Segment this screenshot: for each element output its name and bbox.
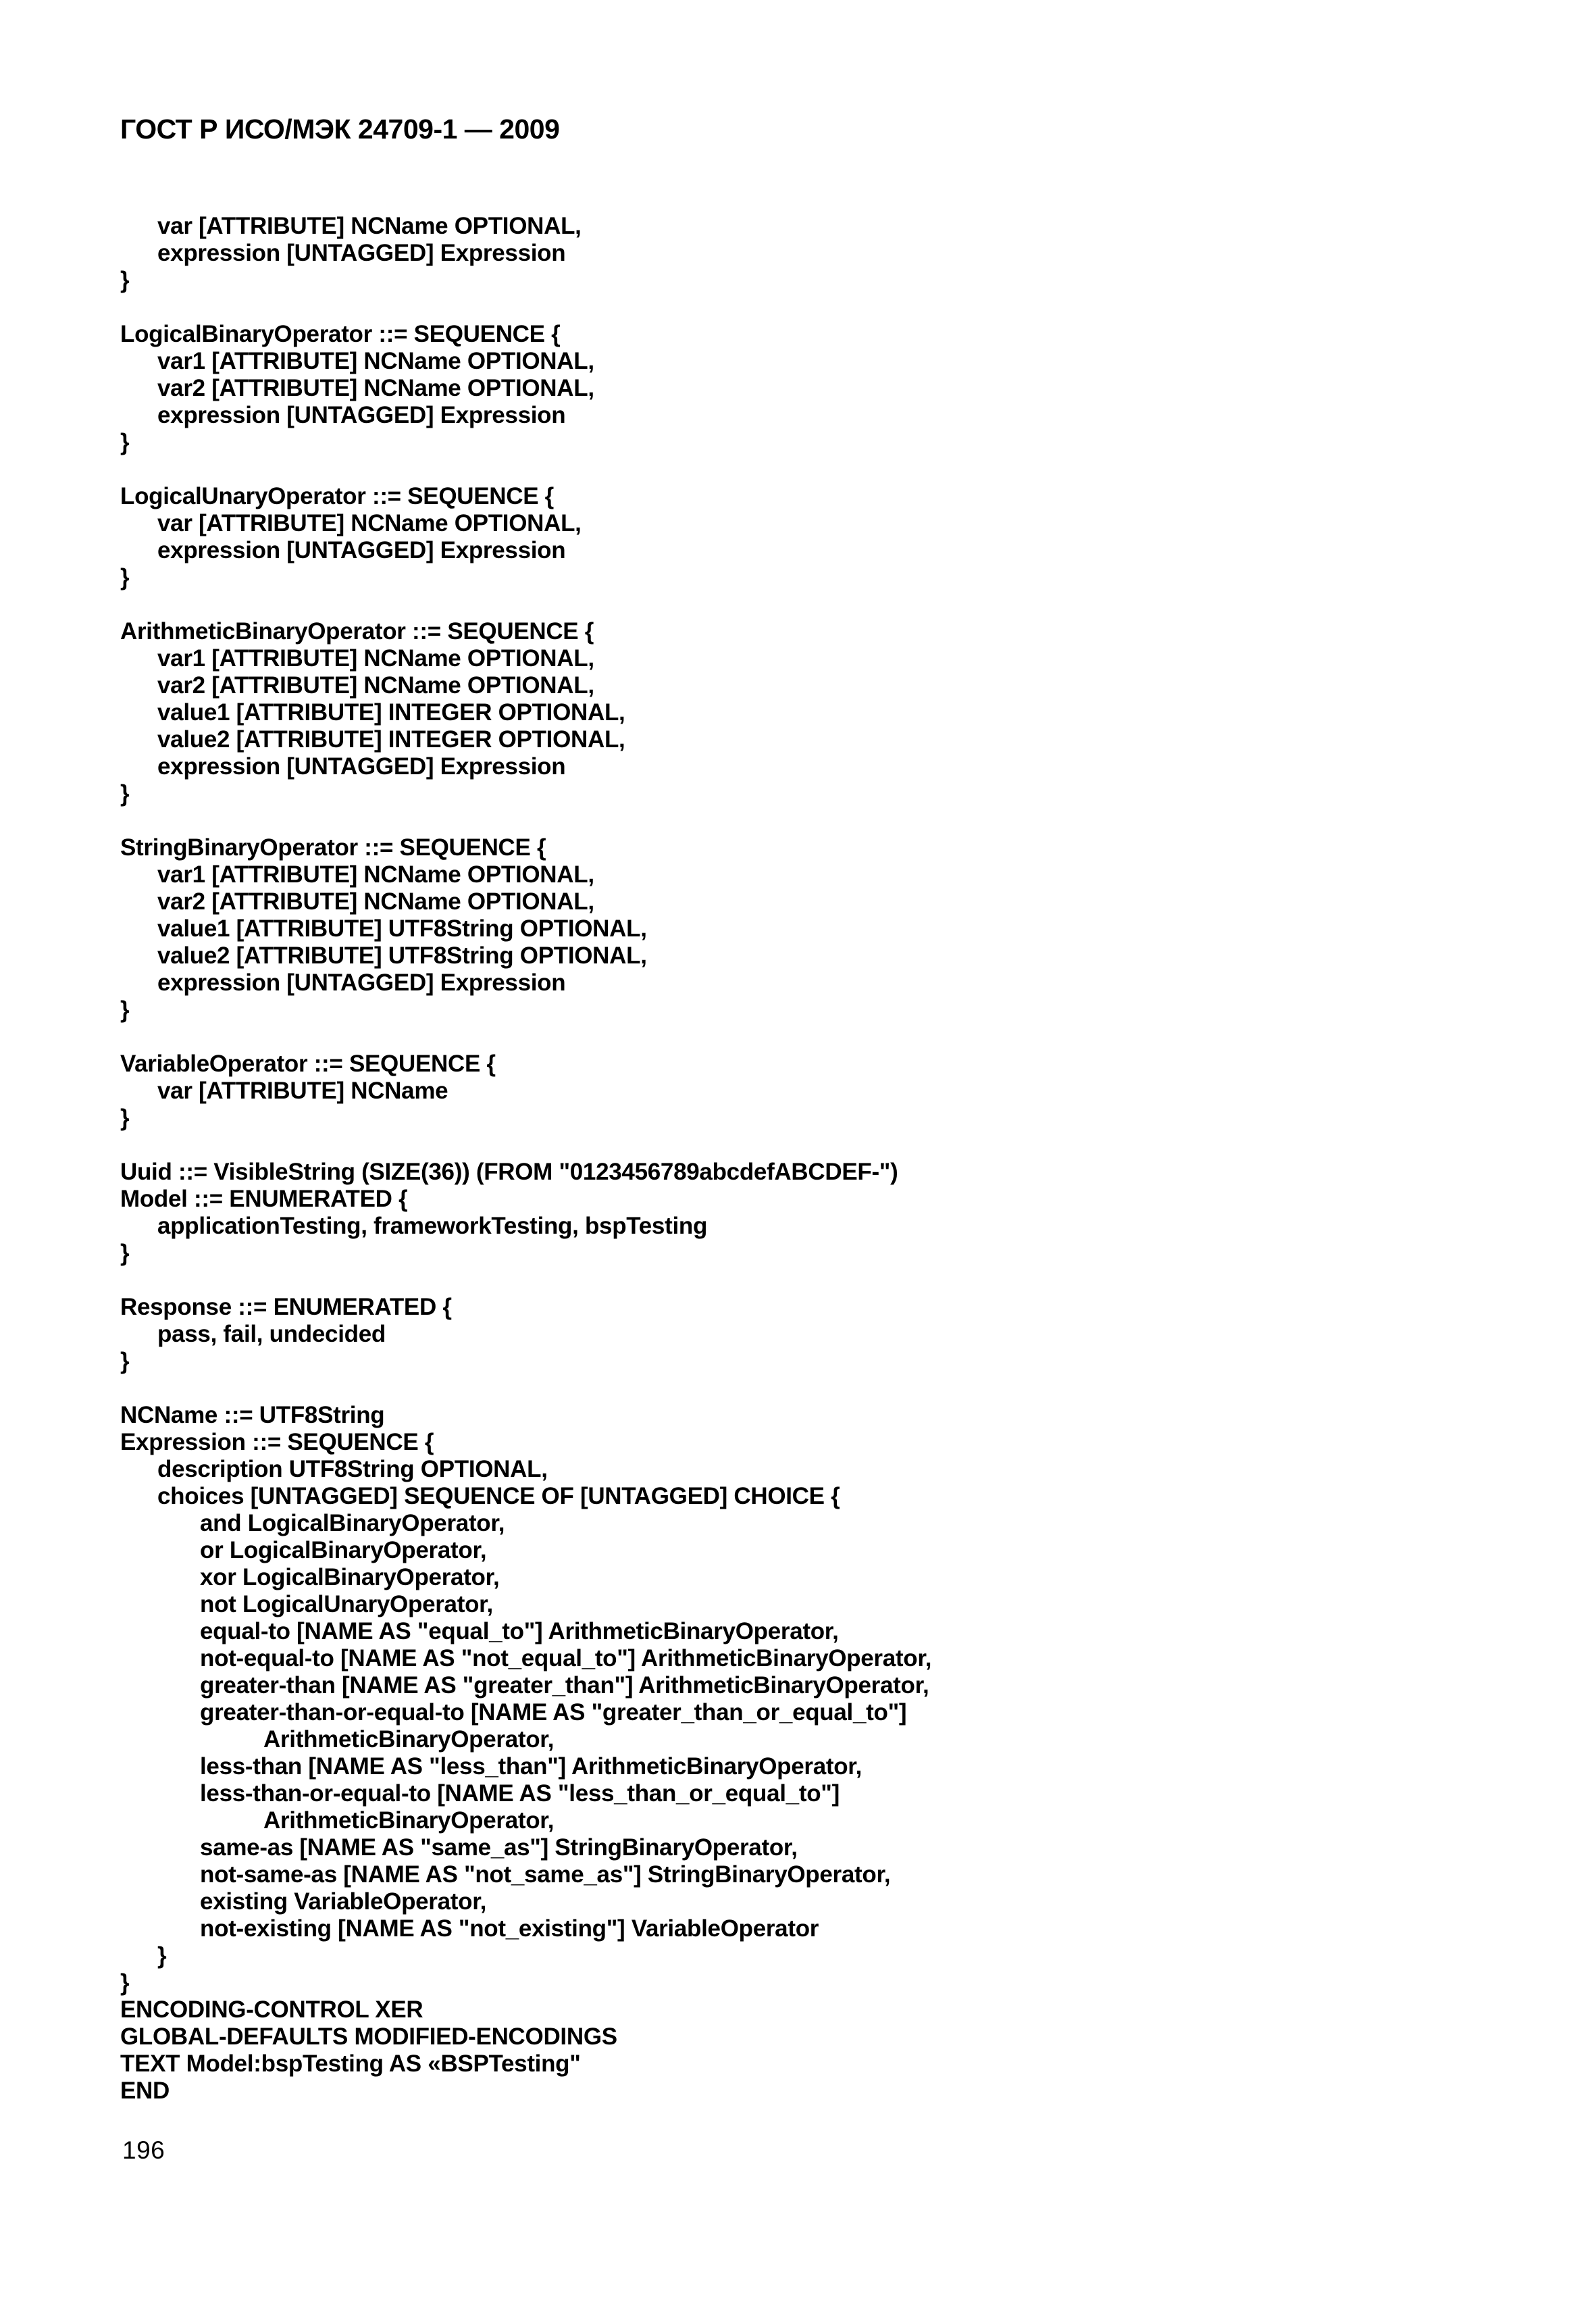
code-line: applicationTesting, frameworkTesting, bspTesting bbox=[157, 1213, 708, 1239]
code-line: xor LogicalBinaryOperator, bbox=[200, 1564, 500, 1590]
code-line: ENCODING-CONTROL XER bbox=[120, 1996, 423, 2023]
code-line: var1 [ATTRIBUTE] NCName OPTIONAL, bbox=[157, 861, 594, 888]
code-line: choices [UNTAGGED] SEQUENCE OF [UNTAGGED] CHOICE { bbox=[157, 1483, 840, 1509]
code-line: less-than-or-equal-to [NAME AS "less_than_or_equal_to"] bbox=[200, 1780, 840, 1807]
code-line: } bbox=[120, 1969, 130, 1996]
code-line: equal-to [NAME AS "equal_to"] ArithmeticBinaryOperator, bbox=[200, 1618, 839, 1644]
code-line: not-same-as [NAME AS "not_same_as"] StringBinaryOperator, bbox=[200, 1861, 891, 1888]
code-line bbox=[120, 591, 931, 618]
code-line: NCName ::= UTF8String bbox=[120, 1402, 385, 1428]
code-line: Response ::= ENUMERATED { bbox=[120, 1294, 452, 1320]
document-header: ГОСТ Р ИСО/МЭК 24709-1 — 2009 bbox=[120, 114, 560, 145]
code-line: not-existing [NAME AS "not_existing"] VariableOperator bbox=[200, 1915, 819, 1942]
code-line: Uuid ::= VisibleString (SIZE(36)) (FROM "0123456789abcdefABCDEF-") bbox=[120, 1159, 898, 1185]
code-line: or LogicalBinaryOperator, bbox=[200, 1537, 487, 1563]
code-line: ArithmeticBinaryOperator ::= SEQUENCE { bbox=[120, 618, 594, 645]
code-line bbox=[120, 294, 931, 321]
code-line: } bbox=[120, 780, 130, 807]
code-line: var [ATTRIBUTE] NCName OPTIONAL, bbox=[157, 213, 582, 239]
code-line: } bbox=[120, 1348, 130, 1374]
code-line: } bbox=[120, 1240, 130, 1266]
code-line: } bbox=[157, 1942, 167, 1969]
code-line: var2 [ATTRIBUTE] NCName OPTIONAL, bbox=[157, 888, 594, 915]
code-line: expression [UNTAGGED] Expression bbox=[157, 402, 566, 428]
code-line: less-than [NAME AS "less_than"] ArithmeticBinaryOperator, bbox=[200, 1753, 863, 1780]
code-line: value2 [ATTRIBUTE] UTF8String OPTIONAL, bbox=[157, 942, 647, 969]
code-line: and LogicalBinaryOperator, bbox=[200, 1510, 505, 1536]
code-line: expression [UNTAGGED] Expression bbox=[157, 537, 566, 563]
page-number: 196 bbox=[122, 2136, 165, 2164]
code-line: VariableOperator ::= SEQUENCE { bbox=[120, 1051, 496, 1077]
code-line: } bbox=[120, 997, 130, 1023]
code-line bbox=[120, 456, 931, 483]
code-line: } bbox=[120, 267, 130, 293]
code-line: var [ATTRIBUTE] NCName bbox=[157, 1078, 448, 1104]
code-line: GLOBAL-DEFAULTS MODIFIED-ENCODINGS bbox=[120, 2023, 617, 2050]
code-line: LogicalBinaryOperator ::= SEQUENCE { bbox=[120, 321, 561, 347]
code-line: not LogicalUnaryOperator, bbox=[200, 1591, 493, 1617]
code-line: var [ATTRIBUTE] NCName OPTIONAL, bbox=[157, 510, 582, 536]
code-line bbox=[120, 807, 931, 834]
code-line: Expression ::= SEQUENCE { bbox=[120, 1429, 434, 1455]
code-line bbox=[120, 1132, 931, 1159]
code-line: TEXT Model:bspTesting AS «BSPTesting" bbox=[120, 2051, 581, 2077]
code-line: var2 [ATTRIBUTE] NCName OPTIONAL, bbox=[157, 375, 594, 401]
code-line: LogicalUnaryOperator ::= SEQUENCE { bbox=[120, 483, 555, 509]
code-line: expression [UNTAGGED] Expression bbox=[157, 753, 566, 780]
code-line: value2 [ATTRIBUTE] INTEGER OPTIONAL, bbox=[157, 726, 625, 753]
code-line: same-as [NAME AS "same_as"] StringBinaryOperator, bbox=[200, 1834, 798, 1861]
code-line: StringBinaryOperator ::= SEQUENCE { bbox=[120, 834, 546, 861]
code-line bbox=[120, 1267, 931, 1294]
code-line: END bbox=[120, 2078, 170, 2104]
code-line bbox=[120, 1024, 931, 1051]
code-line: Model ::= ENUMERATED { bbox=[120, 1186, 408, 1212]
code-line: greater-than-or-equal-to [NAME AS "greater_than_or_equal_to"] bbox=[200, 1699, 907, 1726]
code-line: value1 [ATTRIBUTE] INTEGER OPTIONAL, bbox=[157, 699, 625, 726]
code-line: existing VariableOperator, bbox=[200, 1888, 487, 1915]
code-line: expression [UNTAGGED] Expression bbox=[157, 240, 566, 266]
code-line: greater-than [NAME AS "greater_than"] ArithmeticBinaryOperator, bbox=[200, 1672, 929, 1699]
code-line: var2 [ATTRIBUTE] NCName OPTIONAL, bbox=[157, 672, 594, 699]
code-listing bbox=[120, 213, 931, 2105]
code-line: var1 [ATTRIBUTE] NCName OPTIONAL, bbox=[157, 348, 594, 374]
code-line: } bbox=[120, 1105, 130, 1131]
code-line: } bbox=[120, 429, 130, 455]
code-line: description UTF8String OPTIONAL, bbox=[157, 1456, 548, 1482]
code-line: } bbox=[120, 564, 130, 590]
code-line: value1 [ATTRIBUTE] UTF8String OPTIONAL, bbox=[157, 915, 647, 942]
code-line: not-equal-to [NAME AS "not_equal_to"] ArithmeticBinaryOperator, bbox=[200, 1645, 932, 1671]
code-line: expression [UNTAGGED] Expression bbox=[157, 970, 566, 996]
code-line: pass, fail, undecided bbox=[157, 1321, 386, 1347]
code-line: var1 [ATTRIBUTE] NCName OPTIONAL, bbox=[157, 645, 594, 672]
code-line bbox=[120, 1375, 931, 1402]
code-line: ArithmeticBinaryOperator, bbox=[263, 1807, 555, 1834]
code-line: ArithmeticBinaryOperator, bbox=[263, 1726, 555, 1753]
